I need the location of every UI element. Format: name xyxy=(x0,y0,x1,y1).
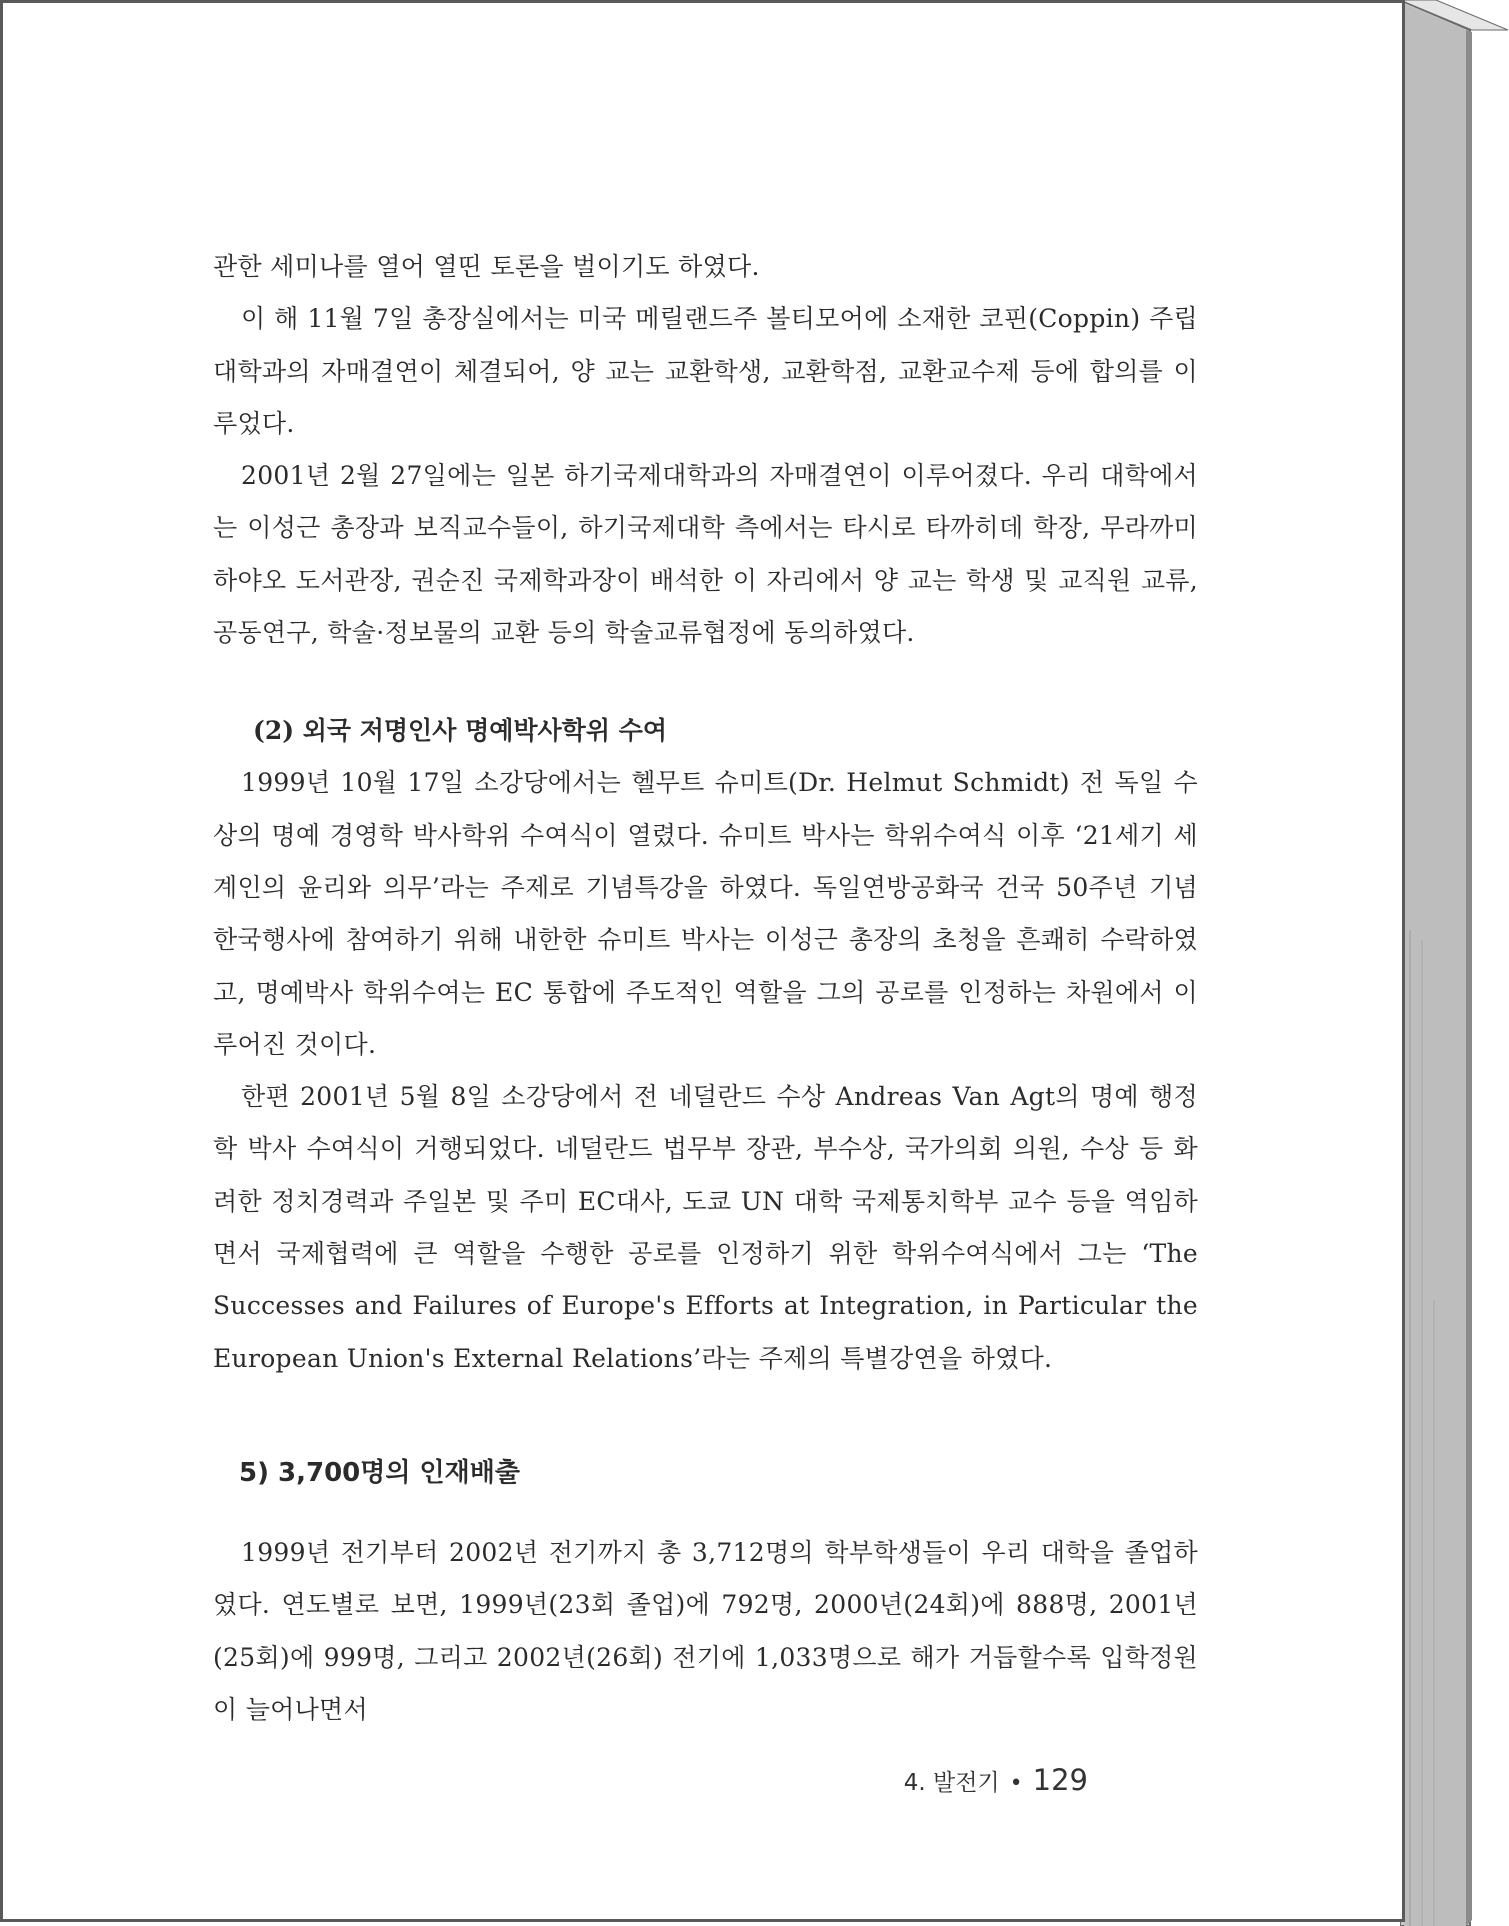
paragraph: 이 해 11월 7일 총장실에서는 미국 메릴랜드주 볼티모어에 소재한 코핀(Coppin) 주립대학과의 자매결연이 체결되어, 양 교는 교환학생, 교환학점, 교환교수제 등에 합의를 이루었다. xyxy=(213,304,1198,438)
page-number: 129 xyxy=(1032,1763,1088,1797)
paragraph: 한편 2001년 5월 8일 소강당에서 전 네덜란드 수상 Andreas Van Agt의 명예 행정학 박사 수여식이 거행되었다. 네덜란드 법무부 장관, 부수상, 국가의회 의원, 수상 등 화려한 정치경력과 주일본 및 주미 EC대사, 도쿄 UN 대학 국제통치학부 교수 등을 역임하면서 국제협력에 큰 역할을 수행한 공로를 인정하기 위한 학위수여식에서 그는 ‘The Successes and Failures of Europe's Efforts at Integration, in Particular the European Union's External Relations’라는 주제의 특별강연을 하였다. xyxy=(213,1082,1198,1373)
paragraph: 1999년 10월 17일 소강당에서는 헬무트 슈미트(Dr. Helmut Schmidt) 전 독일 수상의 명예 경영학 박사학위 수여식이 열렸다. 슈미트 박사는 학위수여식 이후 ‘21세기 세계인의 윤리와 의무’라는 주제로 기념특강을 하였다. 독일연방공화국 건국 50주년 기념 한국행사에 참여하기 위해 내한한 슈미트 박사는 이성근 총장의 초청을 흔쾌히 수락하였고, 명예박사 학위수여는 EC 통합에 주도적인 역할을 그의 공로를 인정하는 차원에서 이루어진 것이다. xyxy=(213,768,1198,1059)
section-heading: 5) 3,700명의 인재배출 xyxy=(239,1457,521,1488)
paragraph: 2001년 2월 27일에는 일본 하기국제대학과의 자매결연이 이루어졌다. 우리 대학에서는 이성근 총장과 보직교수들이, 하기국제대학 측에서는 타시로 타까히데 학장, 무라까미 하야오 도서관장, 권순진 국제학과장이 배석한 이 자리에서 양 교는 학생 및 교직원 교류, 공동연구, 학술·정보물의 교환 등의 학술교류협정에 동의하였다. xyxy=(213,461,1198,648)
paragraph: 1999년 전기부터 2002년 전기까지 총 3,712명의 학부학생들이 우리 대학을 졸업하였다. 연도별로 보면, 1999년(23회 졸업)에 792명, 2000년(24회)에 888명, 2001년(25회)에 999명, 그리고 2002년(26회) 전기에 1,033명으로 해가 거듭할수록 입학정원이 늘어나면서 xyxy=(213,1537,1198,1724)
page-content xyxy=(213,241,1198,1736)
book-page-edges xyxy=(1400,0,1509,1926)
footer-bullet: • xyxy=(1009,1771,1023,1796)
page-footer xyxy=(904,1763,1088,1797)
paragraph: 관한 세미나를 열어 열띤 토론을 벌이기도 하였다. xyxy=(213,252,760,281)
subsection-heading: (2) 외국 저명인사 명예박사학위 수여 xyxy=(253,716,667,746)
chapter-label: 4. 발전기 xyxy=(903,1770,1000,1796)
